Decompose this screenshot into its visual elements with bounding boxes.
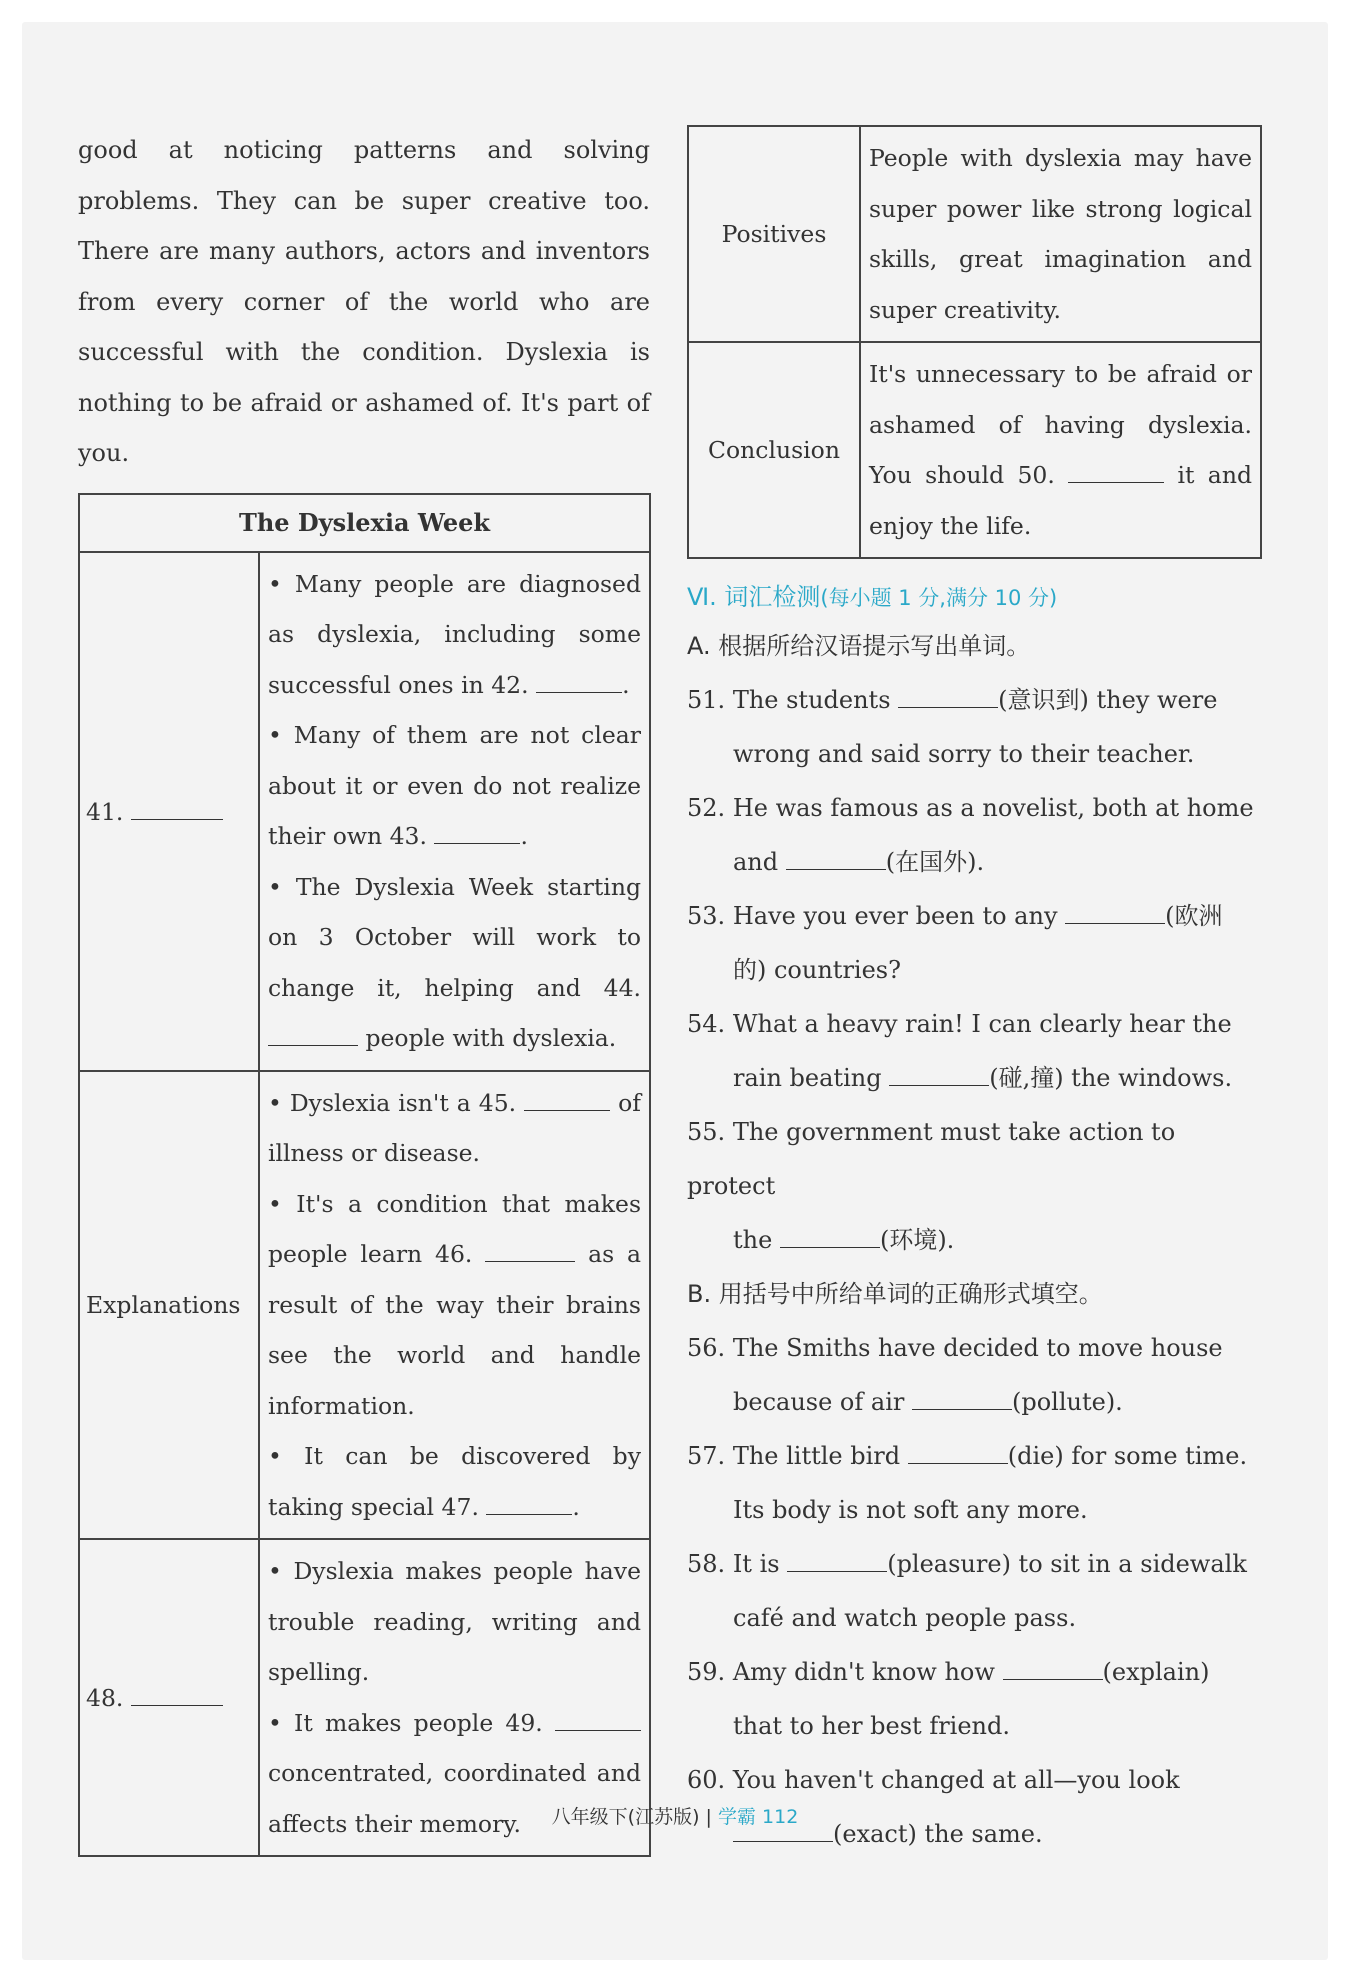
answer-blank-51[interactable] [898,685,998,708]
answer-blank-50[interactable] [1068,460,1164,483]
answer-blank-42[interactable] [536,670,622,693]
answer-blank-55[interactable] [780,1225,880,1248]
answer-blank-44[interactable] [268,1023,358,1046]
answer-blank-54[interactable] [889,1063,989,1086]
row-label-explanations: Explanations [79,1071,259,1540]
answer-blank-41[interactable] [131,797,223,820]
part-a-instruction: A. 根据所给汉语提示写出单词。 [687,632,1031,660]
question-56: 56. The Smiths have decided to move house because of air (pollute). [687,1334,1223,1416]
question-57: 57. The little bird (die) for some time. Its body is not soft any more. [687,1442,1248,1524]
row-label-48: 48. [79,1539,259,1856]
table-row [688,342,1261,558]
table-title: The Dyslexia Week [79,494,650,552]
positives-label: Positives [688,126,860,342]
part-b-instruction: B. 用括号中所给单词的正确形式填空。 [687,1280,1103,1308]
question-51: 51. The students (意识到) they were wrong and said sorry to their teacher. [687,686,1218,768]
answer-blank-59[interactable] [1003,1657,1103,1680]
section-heading: Ⅵ. 词汇检测(每小题 1 分,满分 10 分) [687,583,1058,611]
question-52: 52. He was famous as a novelist, both at home and (在国外). [687,794,1254,876]
answer-blank-46[interactable] [485,1239,575,1262]
positives-text: People with dyslexia may have super power like strong logical skills, great imagination and super creativity. [860,126,1261,342]
question-53: 53. Have you ever been to any (欧洲 的) countries? [687,902,1223,984]
row-content: • Dyslexia makes people have trouble reading, writing and spelling. • It makes people 49. concentrated, coordinated and affects their memory. [259,1539,650,1856]
answer-blank-57[interactable] [908,1441,1008,1464]
answer-blank-45[interactable] [524,1088,610,1111]
right-column [687,125,1262,1861]
table-row [79,1071,650,1540]
positives-conclusion-table [687,125,1262,559]
question-59: 59. Amy didn't know how (explain) that to her best friend. [687,1658,1210,1740]
dyslexia-week-table [78,493,651,1858]
conclusion-label: Conclusion [688,342,860,558]
left-column [78,125,650,1857]
answer-blank-56[interactable] [912,1387,1012,1410]
question-54: 54. What a heavy rain! I can clearly hear the rain beating (碰,撞) the windows. [687,1010,1233,1092]
answer-blank-47[interactable] [486,1492,572,1515]
row-content: • Dyslexia isn't a 45. of illness or disease. • It's a condition that makes people learn 46. as a result of the way their brains see the world and handle information. • It can be discovered by taking special 47. . [259,1071,650,1540]
question-58: 58. It is (pleasure) to sit in a sidewalk café and watch people pass. [687,1550,1247,1632]
question-60: 60. You haven't changed at all—you look (exact) the same. [687,1766,1180,1848]
table-row [79,552,650,1071]
answer-blank-53[interactable] [1065,901,1165,924]
answer-blank-49[interactable] [555,1708,641,1731]
conclusion-text: It's unnecessary to be afraid or ashamed of having dyslexia. You should 50. it and enjoy the life. [860,342,1261,558]
answer-blank-43[interactable] [434,821,520,844]
question-55: 55. The government must take action to protect the (环境). [687,1118,1176,1254]
table-row [688,126,1261,342]
row-content: • Many people are diagnosed as dyslexia, including some successful ones in 42. . • Many of them are not clear about it or even do not realize their own 43. . • The Dyslexia Week starting on 3 October will work to change it, helping and 44. people with dyslexia. [259,552,650,1071]
page-footer: 八年级下(江苏版) | 学霸 112 [551,1806,799,1828]
answer-blank-58[interactable] [787,1549,887,1572]
answer-blank-52[interactable] [786,847,886,870]
intro-paragraph: good at noticing patterns and solving problems. They can be super creative too. There are many authors, actors and inventors from every corner of the world who are successful with the condition. Dyslexia is nothing to be afraid or ashamed of. It's part of you. [78,136,650,467]
answer-blank-48[interactable] [131,1683,223,1706]
row-label-41: 41. [79,552,259,1071]
